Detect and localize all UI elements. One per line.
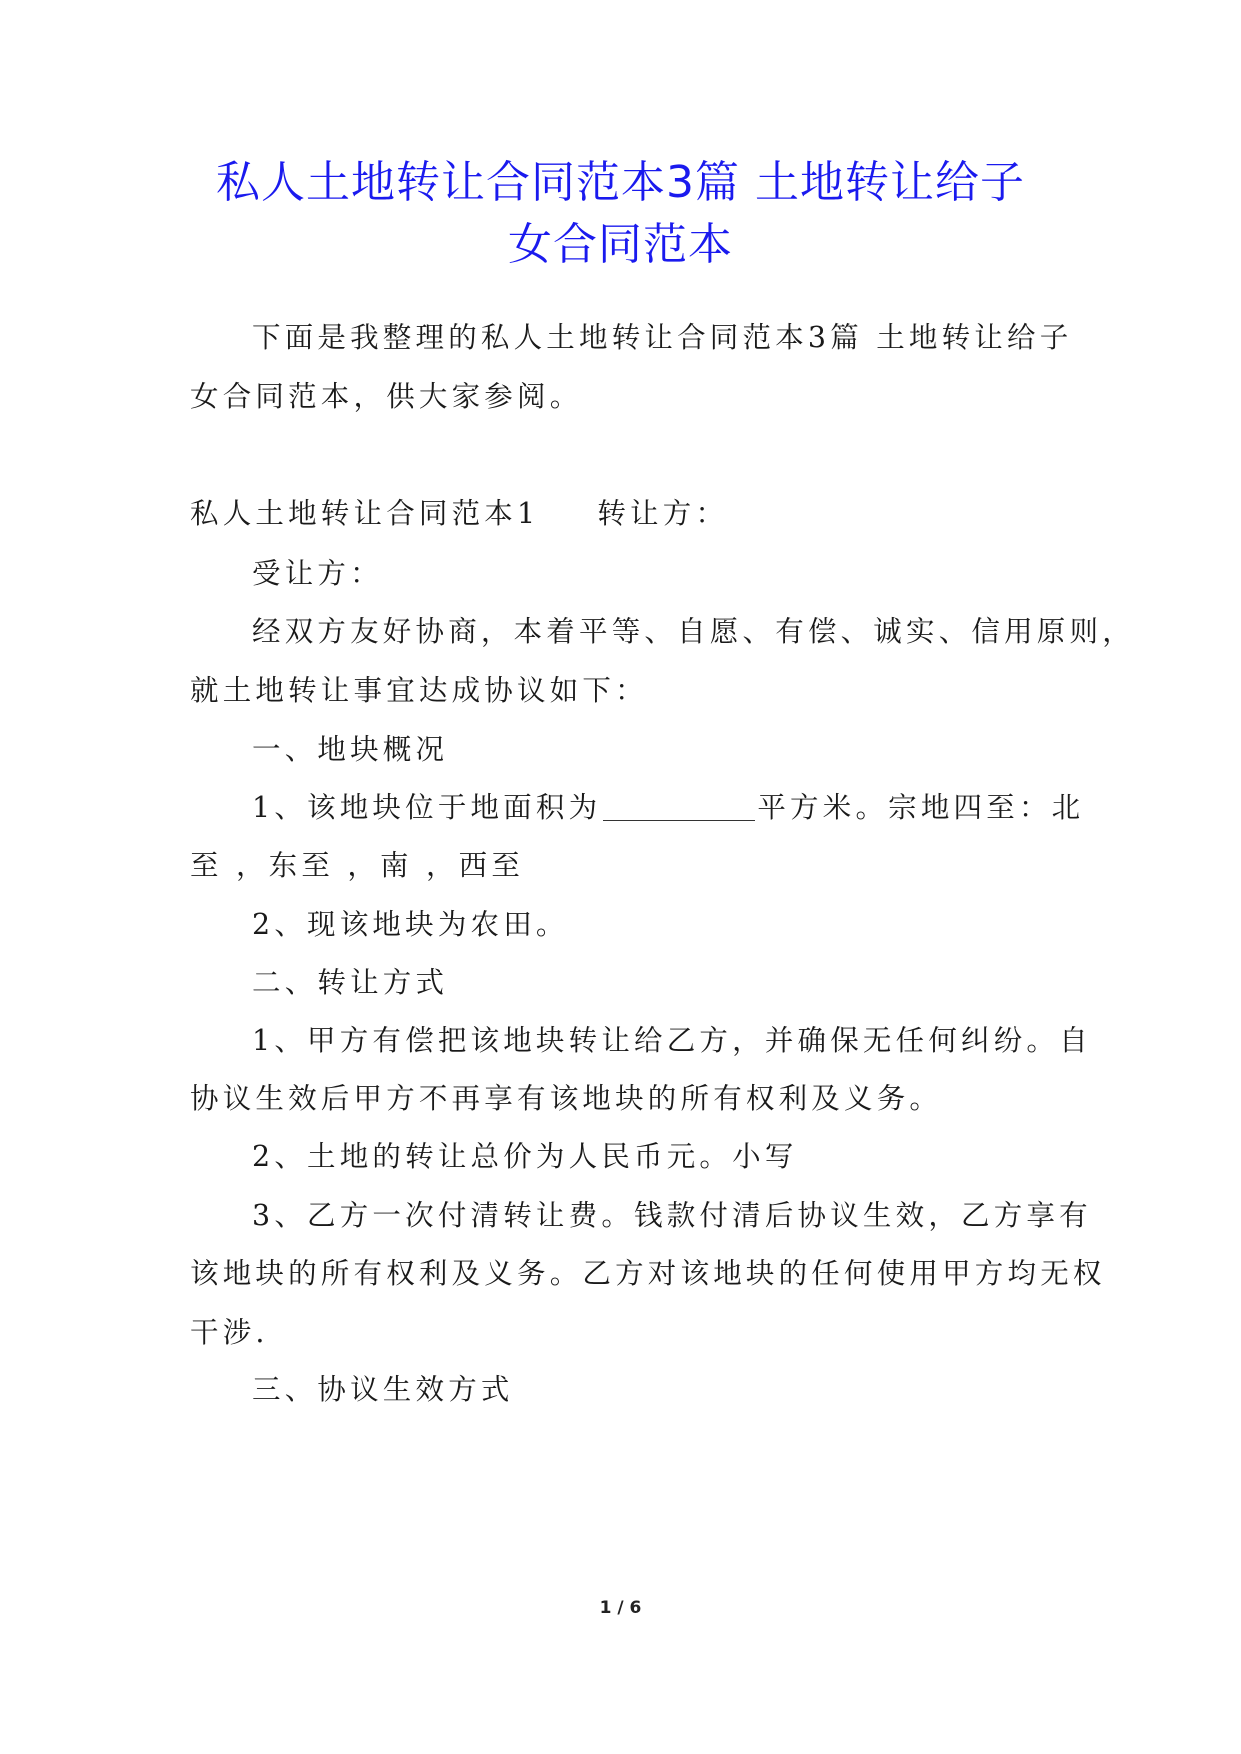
paragraph-1-line-1: 经双方友好协商，本着平等、自愿、有偿、诚实、信用原则，	[252, 615, 1135, 648]
item-2-2: 2、土地的转让总价为人民币元。小写	[252, 1140, 798, 1173]
document-title-line-2: 女合同范本	[508, 219, 733, 270]
transferee-label: 受让方：	[252, 557, 383, 590]
item-1-1-line-2: 至 ，东至 ，南 ，西至	[190, 849, 525, 882]
section-heading-row	[190, 494, 728, 534]
item-2-1-line-1: 1、甲方有偿把该地块转让给乙方，并确保无任何纠纷。自	[252, 1024, 1092, 1057]
item-2-1-line-2: 协议生效后甲方不再享有该地块的所有权利及义务。	[190, 1082, 943, 1115]
transferor-label: 转让方：	[597, 497, 729, 530]
section-3-heading: 三、协议生效方式	[252, 1373, 514, 1406]
item-2-3-line-3: 干涉.	[190, 1316, 269, 1349]
paragraph-1-line-2: 就土地转让事宜达成协议如下：	[190, 674, 648, 707]
item-1-1-text-a: 1、该地块位于地面积为	[252, 791, 602, 824]
intro-line-2: 女合同范本，供大家参阅。	[190, 380, 583, 413]
section-heading: 私人土地转让合同范本1	[190, 497, 540, 530]
section-2-heading: 二、转让方式	[252, 966, 449, 999]
document-title-line-1: 私人土地转让合同范本3篇 土地转让给子	[216, 157, 1025, 208]
page-number: 1 / 6	[599, 1598, 642, 1618]
item-2-3-line-1: 3、乙方一次付清转让费。钱款付清后协议生效，乙方享有	[252, 1199, 1092, 1232]
item-1-1-text-b: 平方米。宗地四至：北	[757, 791, 1085, 824]
area-blank-line	[603, 792, 755, 821]
intro-line-1: 下面是我整理的私人土地转让合同范本3篇 土地转让给子	[252, 321, 1073, 354]
section-1-heading: 一、地块概况	[252, 733, 449, 766]
item-1-1-line-1	[252, 788, 1084, 828]
item-2-3-line-2: 该地块的所有权利及义务。乙方对该地块的任何使用甲方均无权	[190, 1257, 1106, 1290]
item-1-2: 2、现该地块为农田。	[252, 908, 569, 941]
